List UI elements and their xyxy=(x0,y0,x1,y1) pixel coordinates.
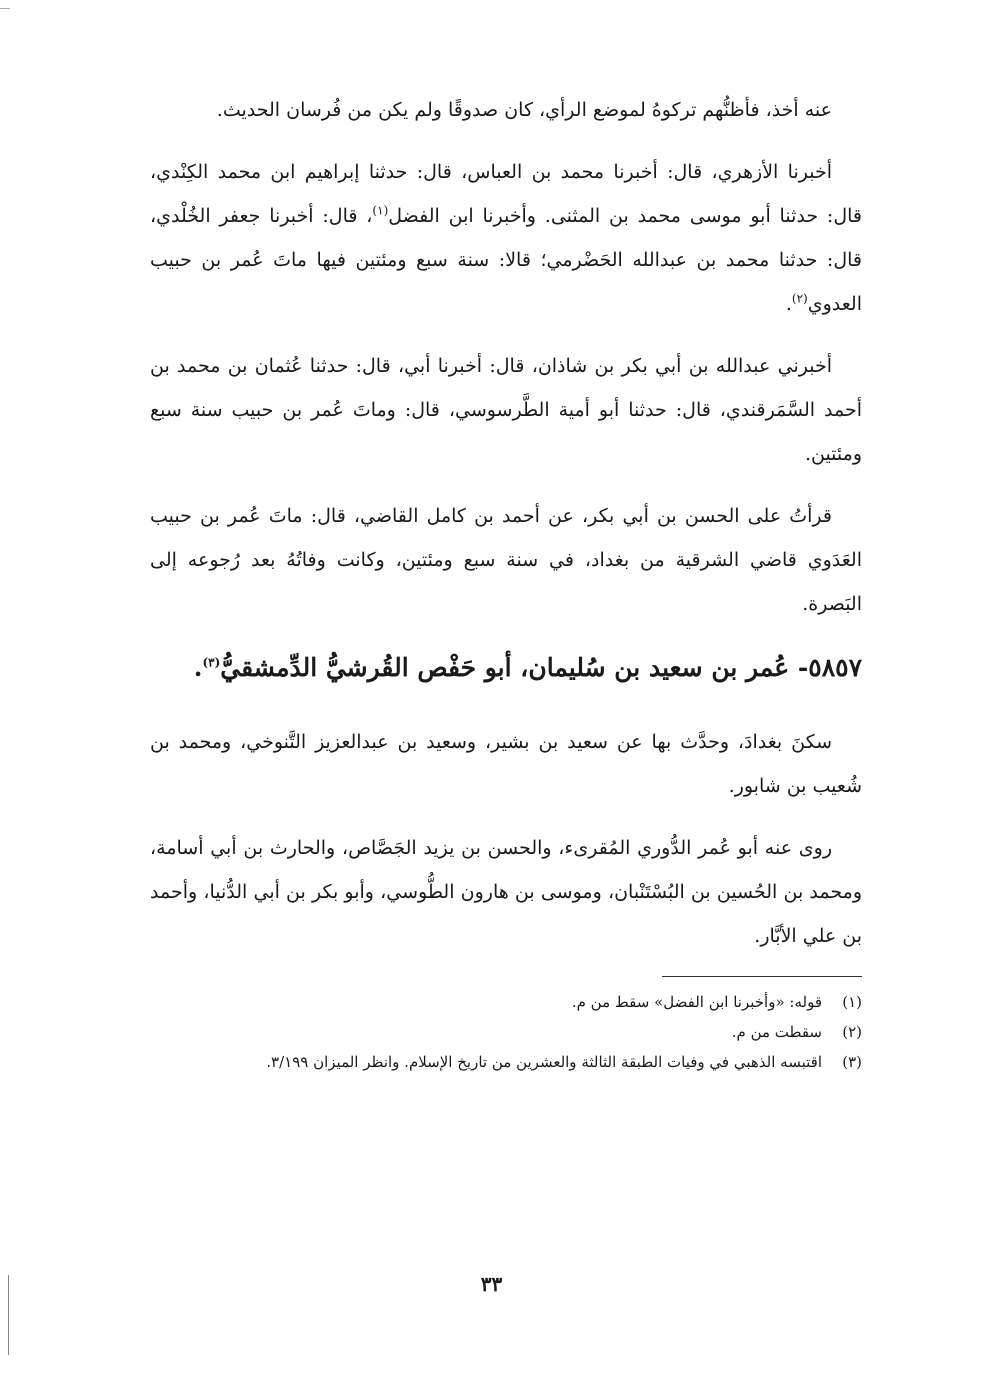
paragraph-3: أخبرني عبدالله بن أبي بكر بن شاذان، قال: أخبرنا أبي، قال: حدثنا عُثمان بن محمد بن أحمد السَّمَرقندي، قال: حدثنا أبو أمية الطَّرسوسي، قال: وماتَ عُمر بن حبيب سنة سبع ومئتين. xyxy=(150,355,862,465)
footnote-number: (٢) xyxy=(842,1023,862,1041)
footnotes xyxy=(150,987,862,1077)
footnote-number: (١) xyxy=(842,993,862,1011)
document-page xyxy=(150,88,862,1077)
footnote-text: قوله: «وأخبرنا ابن الفضل» سقط من م. xyxy=(571,993,822,1011)
footnote-ref-3[interactable]: (٣) xyxy=(202,655,221,670)
paragraph-2 xyxy=(150,150,862,326)
footnote-text: سقطت من م. xyxy=(731,1023,822,1041)
entry-heading-end: . xyxy=(193,653,203,682)
paragraph-5: سكنَ بغدادَ، وحدَّث بها عن سعيد بن بشير، وسعيد بن عبدالعزيز التَّنوخي، ومحمد بن شُعيب بن شابور. xyxy=(150,731,862,797)
footnote-divider xyxy=(662,976,862,977)
paragraph-2-text-a: أخبرنا الأزهري، قال: أخبرنا محمد بن العباس، قال: حدثنا إبراهيم ابن محمد الكِنْدي، قال: حدثنا أبو موسى محمد بن المثنى. وأخبرنا ابن الفضل xyxy=(150,161,862,227)
page-number: ٣٣ xyxy=(480,1272,503,1296)
paragraph-2-end: . xyxy=(785,293,792,315)
scan-corner-mark xyxy=(0,8,10,9)
paragraph-4: قرأتُ على الحسن بن أبي بكر، عن أحمد بن كامل القاضي، قال: ماتَ عُمر بن حبيب العَدَوي قاضي الشرقية من بغداد، في سنة سبع ومئتين، وكانت وفاتُهُ بعد رُجوعه إلى البَصرة. xyxy=(150,505,862,615)
footnote-2 xyxy=(150,1017,862,1047)
paragraph-2-text-b: ، قال: أخبرنا جعفر الخُلْدي، قال: حدثنا محمد بن عبدالله الحَضْرمي؛ قالا: سنة سبع ومئتين فيها ماتَ عُمر بن حبيب العدوي xyxy=(150,205,862,315)
footnote-1 xyxy=(150,987,862,1017)
scan-margin-line xyxy=(8,1275,9,1355)
footnote-3 xyxy=(150,1047,862,1077)
paragraph-6: روى عنه أبو عُمر الدُّوري المُقرىء، والحسن بن يزيد الجَصَّاص، والحارث بن أبي أسامة، ومحمد بن الحُسين بن البُسْتَنْبان، وموسى بن هارون الطُّوسي، وأبو بكر بن أبي الدُّنيا، وأحمد بن علي الأبَّار. xyxy=(150,837,862,947)
paragraph-1: عنه أخذ، فأظنُّهم تركوهُ لموضع الرأي، كان صدوقًا ولم يكن من فُرسان الحديث. xyxy=(216,99,832,121)
footnote-ref-1[interactable]: (١) xyxy=(372,203,389,218)
footnote-ref-2[interactable]: (٢) xyxy=(791,291,808,306)
entry-heading-text: ٥٨٥٧- عُمر بن سعيد بن سُليمان، أبو حَفْص القُرشيُّ الدِّمشقيُّ xyxy=(220,653,862,682)
footnote-text: اقتبسه الذهبي في وفيات الطبقة الثالثة والعشرين من تاريخ الإسلام. وانظر الميزان ٣/١٩٩. xyxy=(266,1053,822,1071)
footnote-number: (٣) xyxy=(842,1053,862,1071)
entry-heading xyxy=(150,644,862,692)
